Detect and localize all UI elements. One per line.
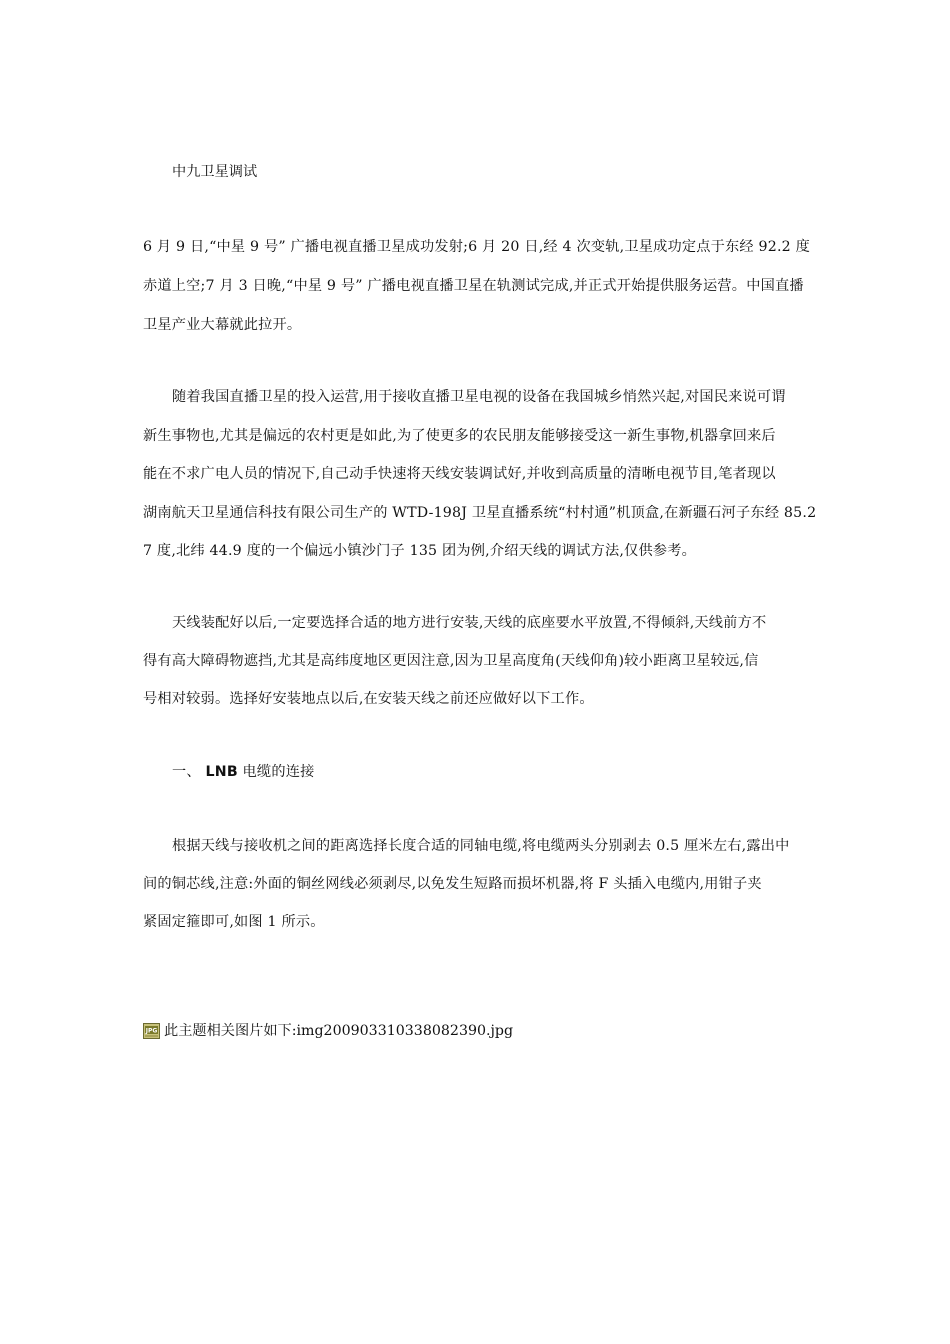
paragraph-1-line-3: 卫星产业大幕就此拉开。 — [143, 317, 302, 333]
paragraph-1-line-1: 6 月 9 日,“中星 9 号” 广播电视直播卫星成功发射;6 月 20 日,经 4 次变轨,卫星成功定点于东经 92.2 度 — [143, 239, 811, 255]
paragraph-3-line-2: 得有高大障碍物遮挡,尤其是高纬度地区更因注意,因为卫星高度角(天线仰角)较小距离卫星较远,信 — [143, 653, 759, 669]
paragraph-4-line-2: 间的铜芯线,注意:外面的铜丝网线必须剥尽,以免发生短路而损坏机器,将 F 头插入电缆内,用钳子夹 — [143, 876, 762, 892]
jpg-icon-label: JPG — [145, 1027, 158, 1035]
jpg-file-icon — [143, 1023, 160, 1039]
paragraph-2-line-1: 随着我国直播卫星的投入运营,用于接收直播卫星电视的设备在我国城乡悄然兴起,对国民来说可谓 — [172, 389, 786, 405]
paragraph-3-line-1: 天线装配好以后,一定要选择合适的地方进行安装,天线的底座要水平放置,不得倾斜,天线前方不 — [172, 615, 767, 631]
paragraph-2-line-5: 7 度,北纬 44.9 度的一个偏远小镇沙门子 135 团为例,介绍天线的调试方法,仅供参考。 — [143, 543, 696, 559]
paragraph-3-line-3: 号相对较弱。选择好安装地点以后,在安装天线之前还应做好以下工作。 — [143, 691, 594, 707]
section-heading-bold: LNB — [205, 764, 238, 780]
section-heading-suffix: 电缆的连接 — [237, 764, 315, 780]
paragraph-1-line-2: 赤道上空;7 月 3 日晚,“中星 9 号” 广播电视直播卫星在轨测试完成,并正式开始提供服务运营。中国直播 — [143, 278, 804, 294]
paragraph-2-line-4: 湖南航天卫星通信科技有限公司生产的 WTD-198J 卫星直播系统“村村通”机顶盒,在新疆石河子东经 85.2 — [143, 505, 817, 521]
paragraph-2-line-3: 能在不求广电人员的情况下,自己动手快速将天线安装调试好,并收到高质量的清晰电视节目,笔者现以 — [143, 466, 776, 482]
document-title: 中九卫星调试 — [172, 164, 258, 180]
image-attachment[interactable] — [143, 1019, 513, 1041]
paragraph-2-line-2: 新生事物也,尤其是偏远的农村更是如此,为了使更多的农民朋友能够接受这一新生事物,机器拿回来后 — [143, 428, 776, 444]
paragraph-4-line-1: 根据天线与接收机之间的距离选择长度合适的同轴电缆,将电缆两头分别剥去 0.5 厘米左右,露出中 — [172, 838, 790, 854]
section-heading-lnb — [172, 762, 314, 782]
section-heading-prefix: 一、 — [172, 764, 206, 780]
attachment-caption: 此主题相关图片如下:img200903310338082390.jpg — [164, 1023, 514, 1039]
paragraph-4-line-3: 紧固定箍即可,如图 1 所示。 — [143, 914, 325, 930]
